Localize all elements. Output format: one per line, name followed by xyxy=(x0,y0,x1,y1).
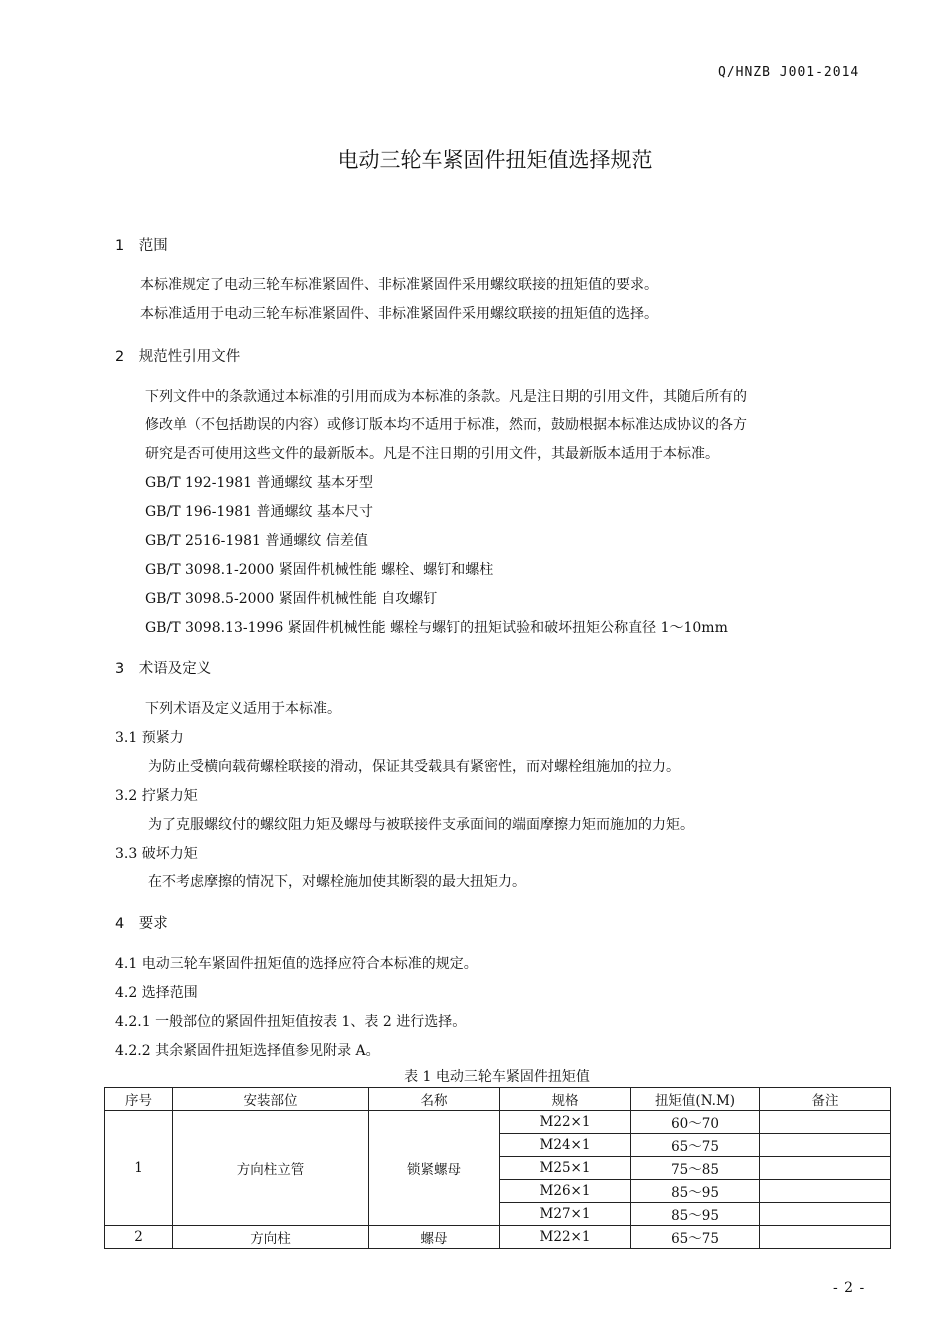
spec-cell: M22×1 xyxy=(500,1111,631,1134)
name-cell: 螺母 xyxy=(369,1226,500,1249)
section-2-intro-line-2: 修改单（不包括勘误的内容）或修订版本均不适用于标准，然而，鼓励根据本标准达成协议的各方 xyxy=(145,417,747,433)
section-1-paragraph-1: 本标准规定了电动三轮车标准紧固件、非标准紧固件采用螺纹联接的扭矩值的要求。 xyxy=(140,277,658,293)
requirement-line: 4.2.1 一般部位的紧固件扭矩值按表 1、表 2 进行选择。 xyxy=(115,1014,467,1030)
reference-item: GB/T 3098.1-2000 紧固件机械性能 螺栓、螺钉和螺柱 xyxy=(145,562,494,578)
spec-cell: M27×1 xyxy=(500,1203,631,1226)
header-cell: 名称 xyxy=(369,1088,500,1111)
torque-cell: 65～75 xyxy=(631,1134,760,1157)
note-cell xyxy=(760,1226,891,1249)
torque-table xyxy=(104,1087,891,1249)
torque-cell: 85～95 xyxy=(631,1180,760,1203)
section-4-heading: 4 要求 xyxy=(115,916,168,932)
term-definition: 为了克服螺纹付的螺纹阻力矩及螺母与被联接件支承面间的端面摩擦力矩而施加的力矩。 xyxy=(148,817,694,833)
term-definition: 在不考虑摩擦的情况下，对螺栓施加使其断裂的最大扭矩力。 xyxy=(148,874,526,890)
page-title: 电动三轮车紧固件扭矩值选择规范 xyxy=(337,148,653,172)
reference-item: GB/T 192-1981 普通螺纹 基本牙型 xyxy=(145,475,373,491)
location-cell: 方向柱 xyxy=(173,1226,369,1249)
header-cell: 安装部位 xyxy=(173,1088,369,1111)
section-2-intro-line-1: 下列文件中的条款通过本标准的引用而成为本标准的条款。凡是注日期的引用文件，其随后所有的 xyxy=(145,389,747,405)
note-cell xyxy=(760,1111,891,1134)
spec-cell: M26×1 xyxy=(500,1180,631,1203)
row-number-cell: 2 xyxy=(105,1226,173,1249)
requirement-line: 4.2.2 其余紧固件扭矩选择值参见附录 A。 xyxy=(115,1043,380,1059)
torque-cell: 85～95 xyxy=(631,1203,760,1226)
section-1-heading: 1 范围 xyxy=(115,238,168,254)
section-2-intro-line-3: 研究是否可使用这些文件的最新版本。凡是不注日期的引用文件，其最新版本适用于本标准。 xyxy=(145,446,719,462)
spec-cell: M25×1 xyxy=(500,1157,631,1180)
section-3-intro: 下列术语及定义适用于本标准。 xyxy=(145,701,341,717)
reference-item: GB/T 196-1981 普通螺纹 基本尺寸 xyxy=(145,504,373,520)
page-number: - 2 - xyxy=(833,1280,866,1296)
term-heading: 3.1 预紧力 xyxy=(115,730,184,746)
section-1-paragraph-2: 本标准适用于电动三轮车标准紧固件、非标准紧固件采用螺纹联接的扭矩值的选择。 xyxy=(140,306,658,322)
document-code: Q/HNZB J001-2014 xyxy=(718,65,860,80)
note-cell xyxy=(760,1180,891,1203)
header-cell: 备注 xyxy=(760,1088,891,1111)
note-cell xyxy=(760,1157,891,1180)
header-cell: 序号 xyxy=(105,1088,173,1111)
requirement-line: 4.1 电动三轮车紧固件扭矩值的选择应符合本标准的规定。 xyxy=(115,956,478,972)
spec-cell: M24×1 xyxy=(500,1134,631,1157)
term-definition: 为防止受横向载荷螺栓联接的滑动，保证其受载具有紧密性，而对螺栓组施加的拉力。 xyxy=(148,759,680,775)
name-cell: 锁紧螺母 xyxy=(369,1111,500,1226)
reference-item: GB/T 2516-1981 普通螺纹 信差值 xyxy=(145,533,368,549)
location-cell: 方向柱立管 xyxy=(173,1111,369,1226)
requirement-line: 4.2 选择范围 xyxy=(115,985,198,1001)
note-cell xyxy=(760,1203,891,1226)
note-cell xyxy=(760,1134,891,1157)
table-row xyxy=(105,1111,891,1134)
term-heading: 3.3 破坏力矩 xyxy=(115,846,198,862)
section-3-heading: 3 术语及定义 xyxy=(115,661,212,677)
header-cell: 扭矩值(N.M) xyxy=(631,1088,760,1111)
reference-item: GB/T 3098.5-2000 紧固件机械性能 自攻螺钉 xyxy=(145,591,438,607)
reference-item: GB/T 3098.13-1996 紧固件机械性能 螺栓与螺钉的扭矩试验和破坏扭矩公称直径 1～10mm xyxy=(145,620,728,636)
section-2-heading: 2 规范性引用文件 xyxy=(115,349,241,365)
table-row xyxy=(105,1226,891,1249)
term-heading: 3.2 拧紧力矩 xyxy=(115,788,198,804)
torque-cell: 75～85 xyxy=(631,1157,760,1180)
row-number-cell: 1 xyxy=(105,1111,173,1226)
spec-cell: M22×1 xyxy=(500,1226,631,1249)
torque-cell: 60～70 xyxy=(631,1111,760,1134)
header-cell: 规格 xyxy=(500,1088,631,1111)
torque-cell: 65～75 xyxy=(631,1226,760,1249)
table-caption: 表 1 电动三轮车紧固件扭矩值 xyxy=(404,1069,590,1085)
table-header-row xyxy=(105,1088,891,1111)
